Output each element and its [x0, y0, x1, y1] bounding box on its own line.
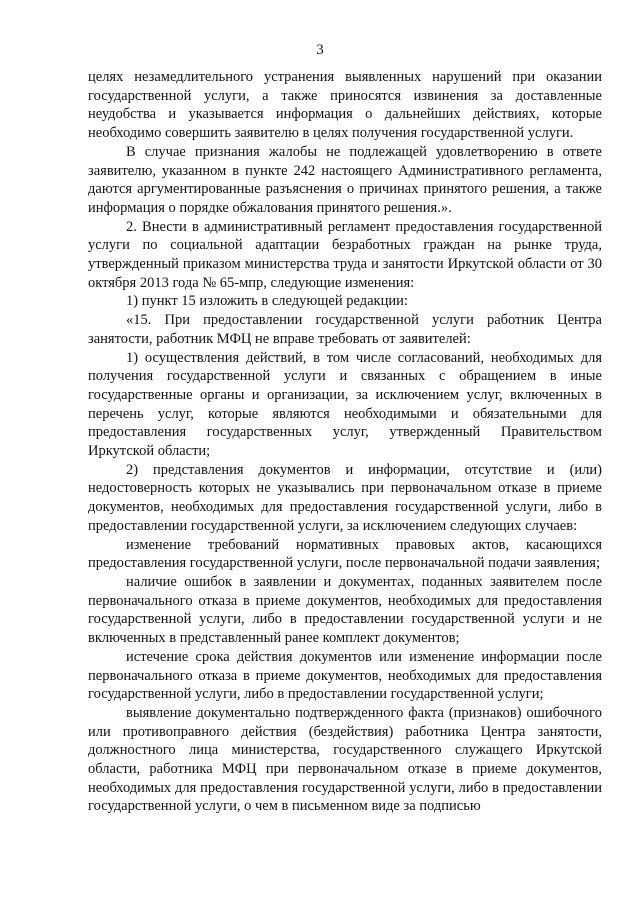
paragraph-subitem-1: 1) пункт 15 изложить в следующей редакции: [126, 293, 408, 310]
document-body [88, 68, 602, 816]
paragraph-case-misconduct: выявление документально подтвержденного факта (признаков) ошибочного или противоправного действия (бездействия) работника Центра занятости, должностного лица министерства, государственного служащего Иркутской области, работника МФЦ при первоначальном отказе в приеме документов, необходимых для предоставления государственной услуги, либо в предоставлении государственной услуги, о чем в письменном виде за подписью [88, 704, 602, 815]
paragraph-clause-15: «15. При предоставлении государственной услуги работник Центра занятости, работник МФЦ не вправе требовать от заявителей: [88, 312, 602, 347]
paragraph-clause-15-item-1: 1) осуществления действий, в том числе согласований, необходимых для получения государственной услуги и связанных с обращением в иные государственные органы и организации, за исключением услуг, включенных в перечень услуг, которые являются необходимыми и обязательными для предоставления государственных услуг, утвержденный Правительством Иркутской области; [88, 349, 602, 460]
paragraph-clause-15-item-2: 2) представления документов и информации, отсутствие и (или) недостоверность которых не указывались при первоначальном отказе в приеме документов, необходимых для предоставления государственной услуги, либо в предоставлении государственной услуги, за исключением следующих случаев: [88, 461, 602, 534]
page-number: 3 [316, 42, 324, 58]
paragraph-complaint-rejection: В случае признания жалобы не подлежащей удовлетворению в ответе заявителю, указанном в пункте 242 настоящего Административного регламента, даются аргументированные разъяснения о причинах принятого решения, а также информация о порядке обжалования принятого решения.». [88, 143, 602, 216]
paragraph-item-2-amendments: 2. Внести в административный регламент предоставления государственной услуги по социальной адаптации безработных граждан на рынке труда, утвержденный приказом министерства труда и занятости Иркутской области от 30 октября 2013 года № 65-мпр, следующие изменения: [88, 218, 602, 291]
paragraph-case-expiry: истечение срока действия документов или изменение информации после первоначального отказа в приеме документов, необходимых для предоставления государственной услуги, либо в предоставлении государственной услуги; [88, 648, 602, 703]
paragraph-continuation: целях незамедлительного устранения выявленных нарушений при оказании государственной услуги, а также приносятся извинения за доставленные неудобства и указывается информация о дальнейших действиях, которые необходимо совершить заявителю в целях получения государственной услуги. [88, 69, 602, 142]
paragraph-case-requirements-change: изменение требований нормативных правовых актов, касающихся предоставления государственной услуги, после первоначальной подачи заявления; [88, 536, 602, 572]
paragraph-case-errors: наличие ошибок в заявлении и документах, поданных заявителем после первоначального отказа в приеме документов, необходимых для предоставления государственной услуги, либо в предоставлении государственной услуги и не включенных в представленный ранее комплект документов; [88, 573, 602, 647]
